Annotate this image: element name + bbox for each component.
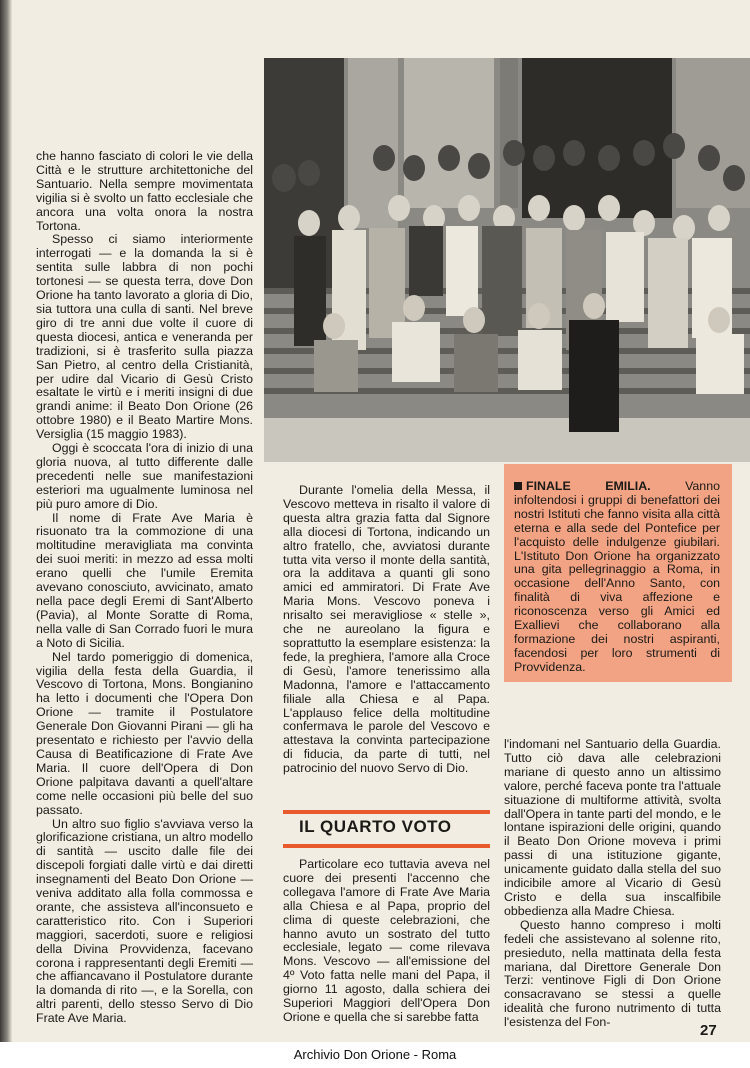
page-number: 27 bbox=[700, 1022, 717, 1039]
paragraph: Durante l'omelia della Messa, il Vescovo metteva in risalto il valore di questa altra grazia fatta dal Signore alla diocesi di Tortona, indicando un altro fratello, che, avviatosi durante tutta vita verso il monte della santità, ora la additava a quanti gli sono amici ed ammiratori. Di Frate Ave Maria Mons. Vescovo poneva i nrisalto sei meravigliose « stelle », che ne aureolano la figura e soprattutto la esemplare esistenza: la fede, la preghiera, l'amore alla Croce di Gesù, l'amore tenerissimo alla Madonna, l'amore e l'attaccamento filiale alla Chiesa e al Papa. L'applauso felice della moltitudine confermava le parole del Vescovo e attestava la convinta partecipazione di fiducia, da parte di tutti, nel patrocinio del nuovo Servo di Dio. bbox=[283, 483, 490, 776]
heading-rule-bottom bbox=[283, 844, 490, 848]
sidebar-lead: FINALE EMILIA. bbox=[526, 479, 651, 493]
paragraph: Questo hanno compreso i molti fedeli che assistevano al solenne rito, presieduto, nella mattinata della festa mariana, dal Direttore Generale Don Terzi: ventinove Figli di Don Orione consacravano se stessi a quelle idealità che furono nutrimento di tutta l'esistenza del Fon- bbox=[504, 917, 721, 1030]
sidebar-body: Vanno infoltendosi i gruppi di benefattori dei nostri Istituti che fanno visita alla città eterna e alla sede del Pontefice per l'acquisto delle indulgenze giubilari. L'Istituto Don Orione ha organizzato una gita pellegrinaggio a Roma, in occasione dell'Anno Santo, con finalità di viva affezione e riconoscenza verso gli Amici ed Exallievi che collaborano alla formazione dei nostri aspiranti, facendosi per loro strumenti di Provvidenza. bbox=[514, 479, 720, 674]
article-column-right bbox=[504, 738, 721, 1030]
paragraph: che hanno fasciato di colori le vie della Città e le strutture architettoniche del Santuario. Nella sempre movimentata vigilia si è svolto un fatto ecclesiale che ancora una volta onora la nostra Tortona. bbox=[36, 149, 253, 233]
paragraph: Particolare eco tuttavia aveva nel cuore dei presenti l'accenno che collegava l'amore di Frate Ave Maria alla Chiesa e al Papa, proprio del clima di queste celebrazioni, che hanno avuto un sostrato del tutto ecclesiale, legato — come rilevava Mons. Vescovo — all'emissione del 4º Voto fatta nelle mani del Papa, il giorno 11 agosto, dalla schiera dei Superiori Maggiori dell'Opera Don Orione e quella che si sarebbe fatta bbox=[283, 857, 490, 1024]
paragraph: l'indomani nel Santuario della Guardia. Tutto ciò dava alle celebrazioni mariane di questo anno un altissimo valore, perché faceva ponte tra l'attuale situazione di multiforme attività, svolta dall'Opera in tante parti del mondo, e le lontane ispirazioni delle origini, quando il Beato Don Orione moveva i primi passi di una istituzione gigante, unicamente guidato dalla stella del suo indicibile amore al Vicario di Gesù Cristo e della sua inscalfibile obbedienza alla Madre Chiesa. bbox=[504, 737, 721, 918]
news-sidebar-box bbox=[504, 464, 732, 682]
paragraph: Nel tardo pomeriggio di domenica, vigilia della festa della Guardia, il Vescovo di Tortona, Mons. Bongianino ha letto i documenti che l'Opera Don Orione — tramite il Postulatore Generale Don Giovanni Pirani — gli ha presentato e richiesto per l'avvio della Causa di Beatificazione di Frate Ave Maria. Il cuore dell'Opera di Don Orione palpitava davanti a quell'altare come nelle occasioni più belle del suo passato. bbox=[36, 649, 253, 817]
paragraph: Spesso ci siamo interiormente interrogati — e la domanda la si è sentita sulle labbra di non pochi tortonesi — se questa terra, dove Don Orione ha tanto lavorato a gloria di Dio, sia tuttora una culla di santi. Nel breve giro di tre anni due volte il cuore di questa diocesi, antica e veneranda per tradizioni, si è trasferito sulla piazza San Pietro, al centro della Cristianità, per udire dal Vicario di Gesù Cristo esaltate le virtù e i meriti insigni di due grandi anime: il Beato Don Orione (26 ottobre 1980) e il Beato Martire Mons. Versiglia (15 maggio 1983). bbox=[36, 232, 253, 442]
paragraph: Un altro suo figlio s'avviava verso la glorificazione cristiana, un altro modello di santità — uscito dalle file dei discepoli forgiati dalle virtù e dai diretti insegnamenti del Beato Don Orione — veniva additato alla folla commossa e orante, che assisteva all'inconsueto e caratteristico rito. Con i Superiori maggiori, sacerdoti, suore e religiosi della Divina Provvidenza, facevano corona i rappresentanti degli Eremiti — che affiancavano il Postulatore durante la domanda di rito —, e la Sorella, con altri parenti, dello stesso Servo di Dio Frate Ave Maria. bbox=[36, 816, 253, 1026]
article-column-middle-lower bbox=[283, 858, 490, 1025]
paragraph: Il nome di Frate Ave Maria è risuonato tra la commozione di una moltitudine meravigliata ma convinta dei suoi meriti: in mezzo ad essa molti erano quelli che l'umile Eremita avevano conosciuto, avvicinato, amato nella pace degli Eremi di Sant'Alberto (Pavia), al Monte Soratte di Roma, nella valle di San Corrado fuori le mura a Noto di Sicilia. bbox=[36, 510, 253, 650]
heading-rule-top bbox=[283, 810, 490, 814]
section-heading: IL QUARTO VOTO bbox=[299, 817, 452, 836]
paragraph: Oggi è scoccata l'ora di inizio di una gloria nuova, al tutto differente dalle precedenti nelle sue manifestazioni esteriori ma ugualmente luminosa nel più puro amore di Dio. bbox=[36, 441, 253, 511]
archive-footer: Archivio Don Orione - Roma bbox=[0, 1042, 750, 1068]
page-binding-shadow bbox=[0, 0, 12, 1068]
square-bullet-icon bbox=[514, 482, 522, 490]
photo-illustration bbox=[264, 58, 750, 462]
sidebar-text bbox=[514, 480, 720, 675]
group-photo bbox=[264, 58, 750, 462]
article-column-left bbox=[36, 150, 253, 1026]
section-heading-box bbox=[283, 810, 490, 848]
article-column-middle bbox=[283, 484, 490, 776]
